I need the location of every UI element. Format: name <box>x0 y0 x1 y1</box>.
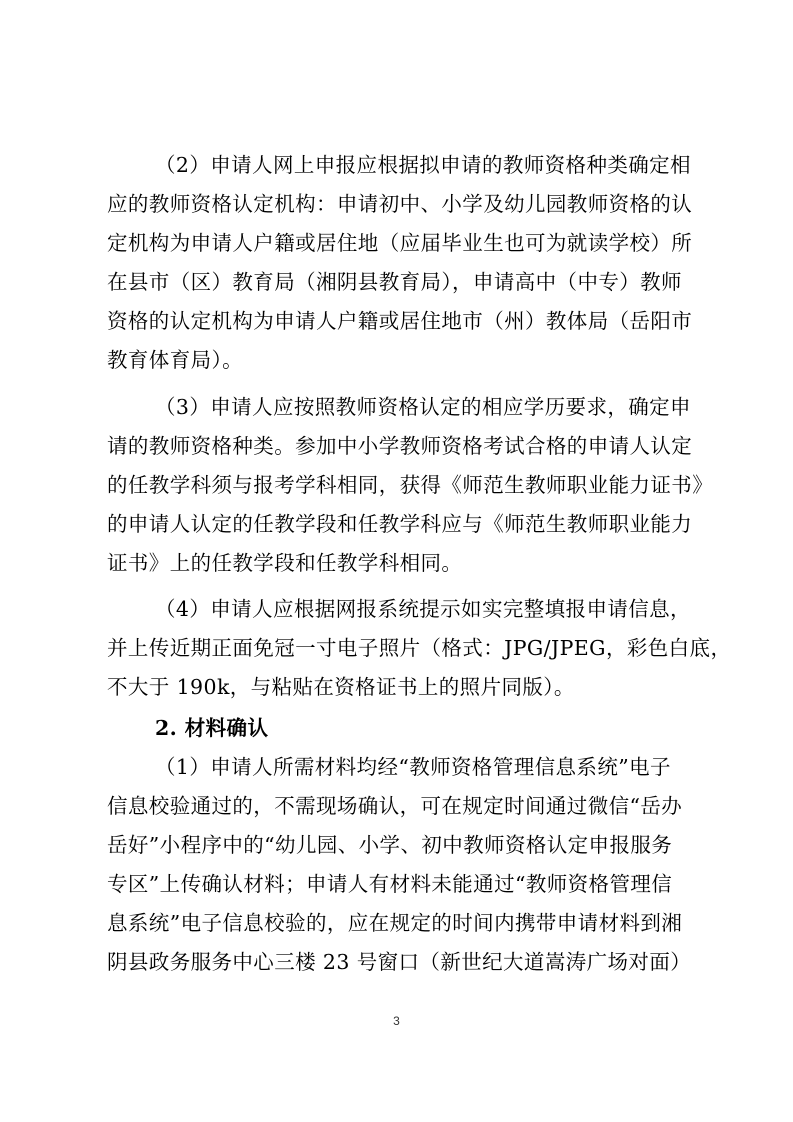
material-paragraph-line-1: （1）申请人所需材料均经“教师资格管理信息系统”电子 <box>155 755 671 779</box>
paragraph-2-line-4: 在县市（区）教育局（湘阴县教育局），申请高中（中专）教师 <box>107 270 682 294</box>
material-paragraph-line-6: 阴县政务服务中心三楼 23 号窗口（新世纪大道嵩涛广场对面） <box>107 950 692 974</box>
material-paragraph-line-3: 岳好”小程序中的“幼儿园、小学、初中教师资格认定申报服务 <box>107 833 673 857</box>
paragraph-3-line-4: 的申请人认定的任教学段和任教学科应与《师范生教师职业能力 <box>107 512 693 536</box>
paragraph-2-line-2: 应的教师资格认定机构：申请初中、小学及幼儿园教师资格的认 <box>107 192 693 216</box>
paragraph-2-line-1: （2）申请人网上申报应根据拟申请的教师资格种类确定相 <box>155 153 691 177</box>
section-heading-material-confirmation: 2. 材料确认 <box>155 716 269 740</box>
material-paragraph-line-5: 息系统”电子信息校验的，应在规定的时间内携带申请材料到湘 <box>107 911 683 935</box>
paragraph-4-line-1: （4）申请人应根据网报系统提示如实完整填报申请信息， <box>155 597 691 621</box>
paragraph-2-line-3: 定机构为申请人户籍或居住地（应届毕业生也可为就读学校）所 <box>107 231 693 255</box>
paragraph-2-line-6: 教育体育局）。 <box>107 348 244 372</box>
material-paragraph-line-4: 专区”上传确认材料；申请人有材料未能通过“教师资格管理信 <box>107 872 673 896</box>
page-number: 3 <box>393 1014 400 1028</box>
paragraph-3-line-5: 证书》上的任教学段和任教学科相同。 <box>107 551 463 575</box>
paragraph-3-line-2: 请的教师资格种类。参加中小学教师资格考试合格的申请人认定 <box>107 434 693 458</box>
paragraph-4-line-3: 不大于 190k，与粘贴在资格证书上的照片同版）。 <box>107 675 575 699</box>
paragraph-3-line-3: 的任教学科须与报考学科相同，获得《师范生教师职业能力证书》 <box>107 473 714 497</box>
paragraph-3-line-1: （3）申请人应按照教师资格认定的相应学历要求，确定申 <box>155 395 691 419</box>
paragraph-4-line-2: 并上传近期正面免冠一寸电子照片（格式：JPG/JPEG，彩色白底， <box>107 636 732 660</box>
paragraph-2-line-5: 资格的认定机构为申请人户籍或居住地市（州）教体局（岳阳市 <box>107 309 693 333</box>
material-paragraph-line-2: 信息校验通过的，不需现场确认，可在规定时间通过微信“岳办 <box>107 794 683 818</box>
